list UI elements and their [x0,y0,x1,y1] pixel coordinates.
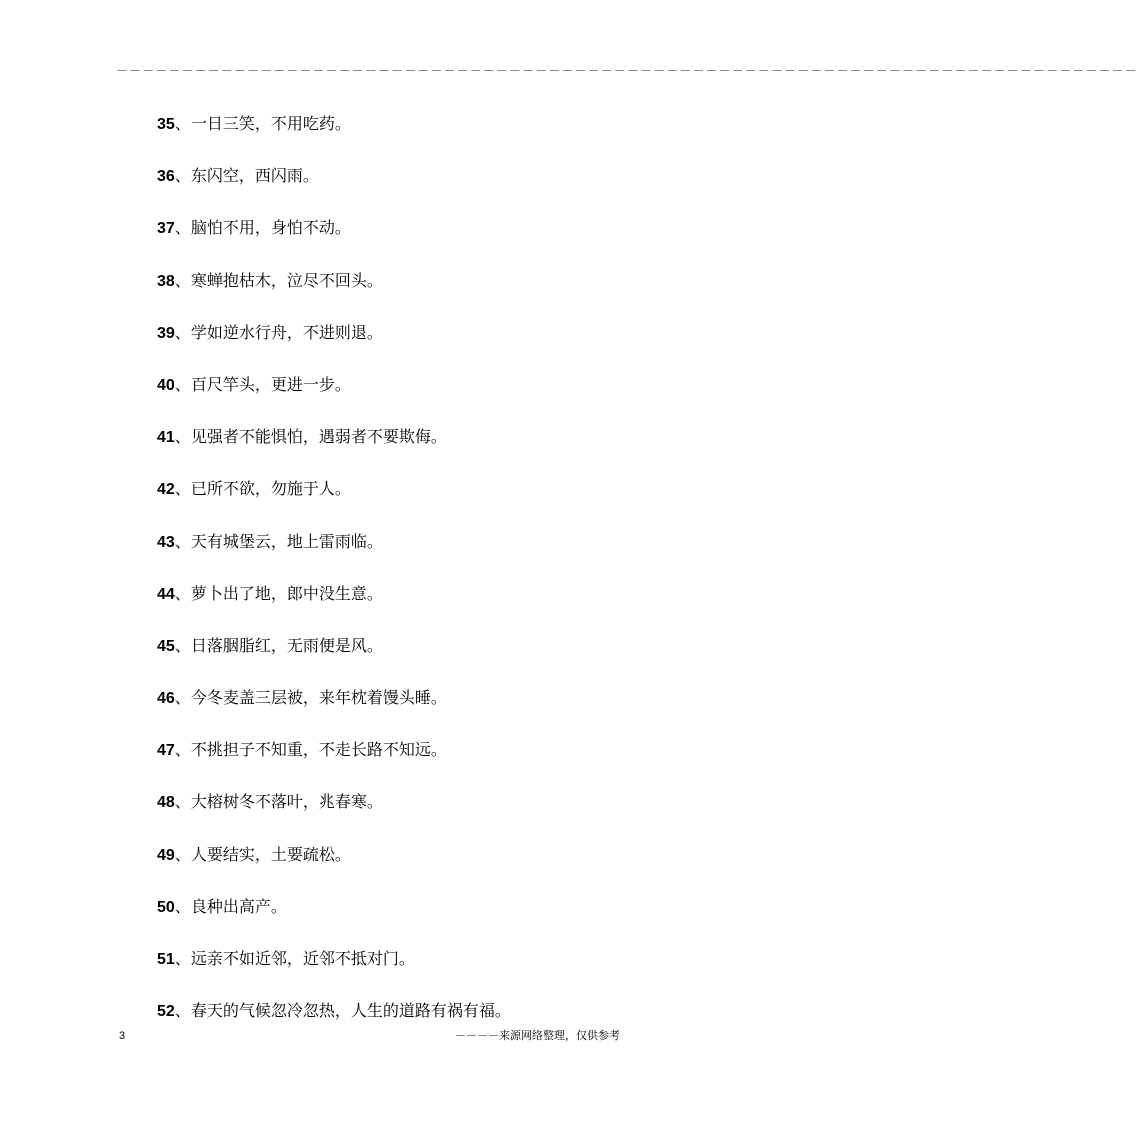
item-separator: 、 [174,166,191,186]
item-number: 46 [157,690,175,708]
item-separator: 、 [174,270,191,290]
item-number: 43 [157,533,175,551]
item-text: 不挑担子不知重，不走长路不知远。 [190,740,447,760]
item-separator: 、 [174,479,191,499]
item-text: 今冬麦盖三层被，来年枕着馒头睡。 [190,688,447,708]
item-text: 见强者不能惧怕，遇弱者不要欺侮。 [190,427,447,447]
item-number: 45 [157,637,175,655]
item-separator: 、 [174,792,191,812]
list-item [157,945,511,997]
item-text: 寒蝉抱枯木，泣尽不回头。 [190,270,383,290]
item-number: 52 [157,1003,175,1021]
item-text: 良种出高产。 [190,896,287,916]
item-text: 百尺竿头，更进一步。 [190,374,351,394]
list-item [157,319,511,371]
item-text: 萝卜出了地，郎中没生意。 [190,583,383,603]
list-item [157,788,511,840]
item-number: 39 [157,324,175,342]
list-item [157,893,511,945]
item-separator: 、 [174,844,191,864]
item-number: 35 [157,116,175,133]
list-item [157,214,511,266]
item-separator: 、 [174,114,191,133]
item-number: 49 [157,846,175,864]
item-number: 47 [157,742,175,760]
item-text: 东闪空，西闪雨。 [190,166,319,186]
item-separator: 、 [174,374,191,394]
proverb-list [157,110,511,1049]
item-number: 41 [157,429,175,447]
list-item [157,684,511,736]
item-text: 春天的气候忽冷忽热，人生的道路有祸有福。 [190,1001,511,1021]
item-separator: 、 [174,218,191,238]
item-text: 天有城堡云，地上雷雨临。 [190,531,383,551]
item-number: 42 [157,481,175,499]
list-item [157,580,511,632]
item-separator: 、 [174,896,191,916]
item-text: 日落胭脂红，无雨便是风。 [190,635,383,655]
list-item [157,736,511,788]
item-text: 大榕树冬不落叶，兆春寒。 [190,792,383,812]
item-number: 38 [157,272,175,290]
item-text: 人要结实，土要疏松。 [190,844,351,864]
list-item [157,632,511,684]
list-item [157,162,511,214]
list-item [157,267,511,319]
footer-source-note: －－－－来源网络整理，仅供参考 [455,1029,620,1042]
item-separator: 、 [174,427,191,447]
item-separator: 、 [174,1001,191,1021]
item-text: 已所不欲，勿施于人。 [190,479,351,499]
list-item [157,841,511,893]
item-text: 一日三笑，不用吃药。 [190,114,351,133]
header-dashed-rule: －－－－－－－－－－－－－－－－－－－－－－－－－－－－－－－－－－－－－－－－－－－－－－－－－－－－－－－－－－－－－－－－－－－－－－－－－－－－－－ [116,64,1138,78]
list-item [157,423,511,475]
item-number: 50 [157,898,175,916]
item-separator: 、 [174,322,191,342]
item-separator: 、 [174,740,191,760]
item-number: 44 [157,585,175,603]
item-separator: 、 [174,949,191,968]
item-number: 51 [157,951,175,968]
item-number: 36 [157,168,175,186]
item-number: 40 [157,376,175,394]
item-text: 学如逆水行舟，不进则退。 [190,322,383,342]
item-separator: 、 [174,531,191,551]
page-number: 3 [119,1030,126,1042]
item-separator: 、 [174,583,191,603]
item-text: 远亲不如近邻，近邻不抵对门。 [190,949,415,968]
list-item [157,475,511,527]
list-item [157,110,511,162]
item-number: 48 [157,794,175,812]
item-separator: 、 [174,635,191,655]
item-number: 37 [157,220,175,238]
item-separator: 、 [174,688,191,708]
list-item [157,371,511,423]
list-item [157,528,511,580]
item-text: 脑怕不用，身怕不动。 [190,218,351,238]
